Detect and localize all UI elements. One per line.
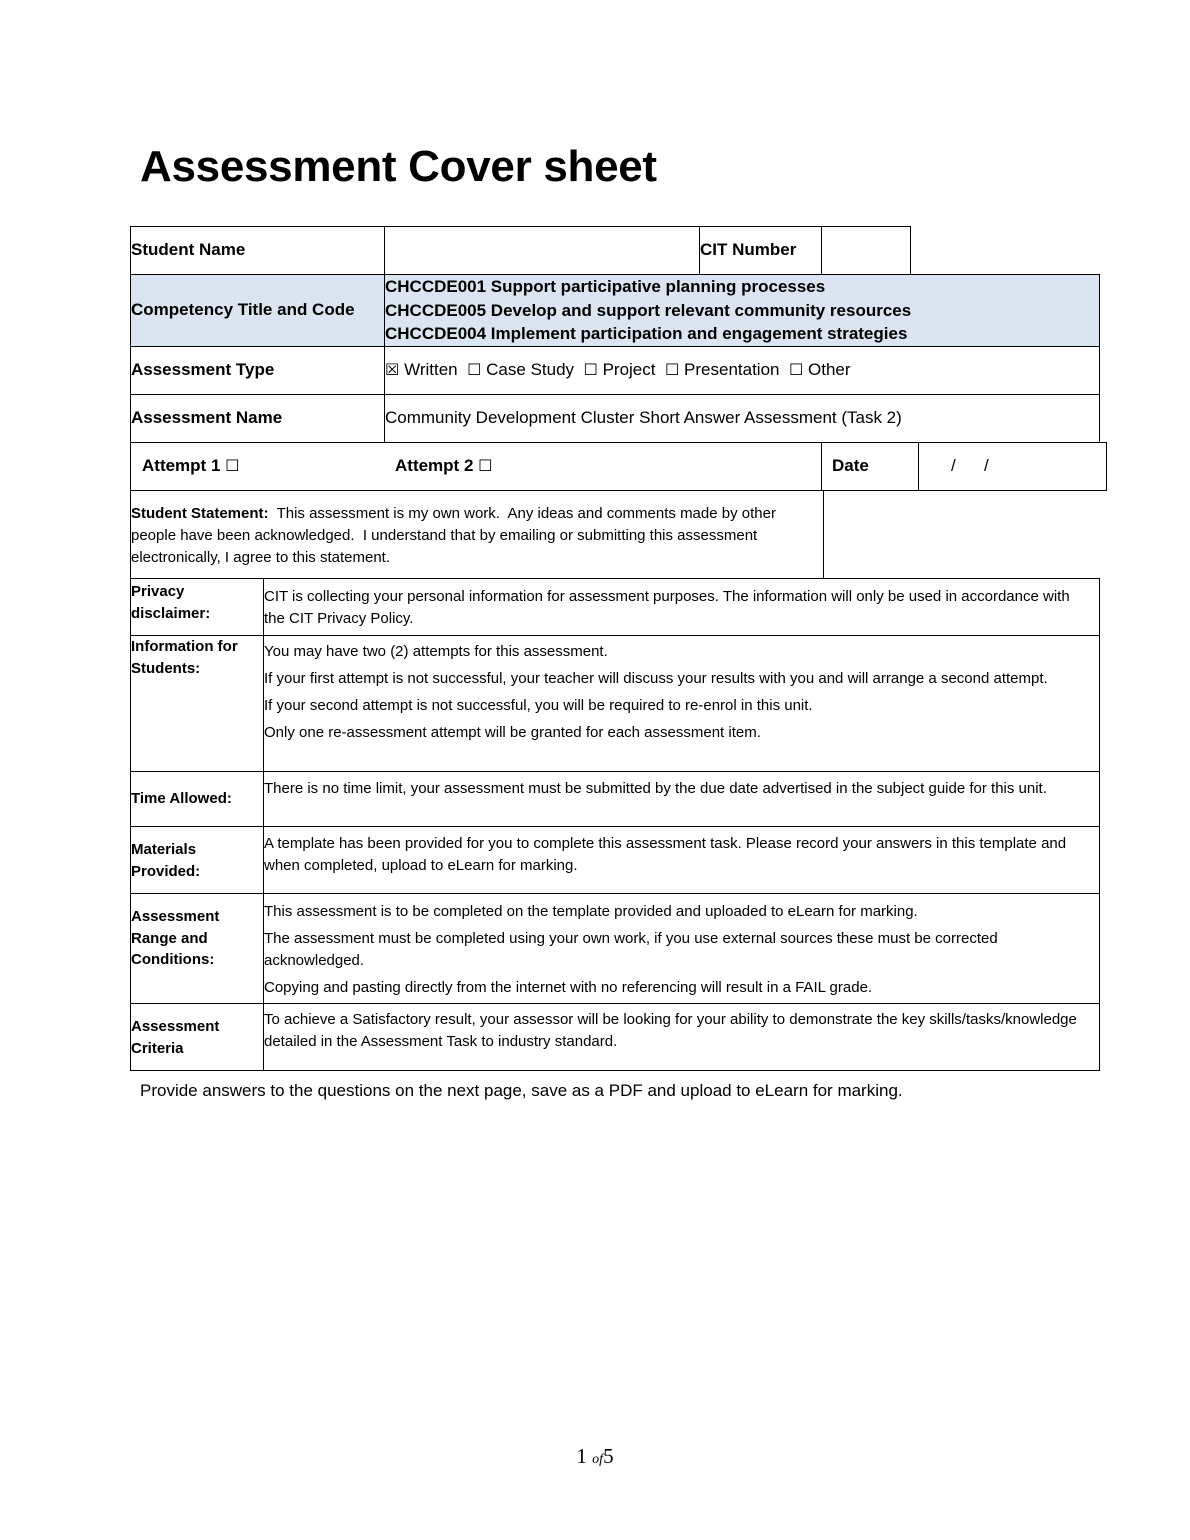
student-statement-text: This assessment is my own work. Any ideas and comments made by other people have been acknowledged. I understand that by emailing or submitting this assessment electronically, I agree to this statement. (131, 505, 781, 566)
time-allowed-label-cell (130, 771, 264, 827)
case-study-checkbox[interactable]: ☐ (467, 360, 482, 380)
info-paragraph: Only one re-assessment attempt will be granted for each assessment item. (264, 724, 761, 741)
student-name-label: Student Name (130, 226, 385, 275)
criteria-text-cell (263, 1003, 1100, 1071)
time-allowed-text: There is no time limit, your assessment must be submitted by the due date advertised in the subject guide for this unit. (264, 780, 1047, 797)
student-statement-label: Student Statement: (131, 505, 269, 522)
privacy-text: CIT is collecting your personal information for assessment purposes. The information will only be used in accordance with the CIT Privacy Policy. (264, 588, 1070, 627)
page-total: 5 (603, 1444, 614, 1468)
info-paragraph: If your first attempt is not successful, your teacher will discuss your results with you and will arrange a second attempt. (264, 670, 1048, 687)
attempt-1[interactable]: Attempt 1 ☐ (142, 456, 240, 476)
cit-number-label: CIT Number (699, 226, 822, 275)
time-allowed-label: Time Allowed: (131, 790, 232, 808)
page-of: of (592, 1452, 604, 1467)
assessment-type-options (384, 346, 1100, 395)
other-checkbox[interactable]: ☐ (788, 360, 804, 380)
assessment-name-label: Assessment Name (130, 394, 385, 443)
materials-text-cell (263, 826, 1100, 894)
privacy-text-cell (263, 578, 1100, 636)
competency-line: CHCCDE001 Support participative planning processes (385, 277, 826, 297)
footer-instruction: Provide answers to the questions on the next page, save as a PDF and upload to eLearn for marking. (140, 1081, 903, 1100)
student-statement (130, 490, 824, 579)
presentation-checkbox[interactable]: ☐ (664, 360, 680, 380)
attempt-2-checkbox[interactable]: ☐ (478, 456, 493, 476)
date-field[interactable]: / / (918, 442, 1107, 491)
range-paragraph: This assessment is to be completed on the template provided and uploaded to eLearn for marking. (264, 903, 918, 920)
materials-label-cell (130, 826, 264, 894)
option-project[interactable]: ☐ Project (583, 360, 656, 380)
range-paragraph: Copying and pasting directly from the internet with no referencing will result in a FAIL grade. (264, 978, 873, 996)
info-paragraph: You may have two (2) attempts for this assessment. (264, 643, 608, 660)
criteria-label-cell (130, 1003, 264, 1071)
time-allowed-text-cell (263, 771, 1100, 827)
assessment-name-value: Community Development Cluster Short Answer Assessment (Task 2) (384, 394, 1100, 443)
competency-line: CHCCDE005 Develop and support relevant community resources (385, 300, 912, 320)
project-checkbox[interactable]: ☐ (583, 360, 598, 380)
student-name-field[interactable] (384, 226, 700, 275)
range-paragraph: The assessment must be completed using your own work, if you use external sources these must be corrected acknowledged. (264, 930, 998, 969)
criteria-label: Assessment Criteria (131, 1018, 220, 1057)
date-label: Date (821, 442, 919, 491)
materials-label: Materials Provided: (131, 841, 201, 880)
option-other[interactable]: ☐ Other (788, 360, 851, 380)
page-current: 1 (576, 1444, 587, 1468)
criteria-text: To achieve a Satisfactory result, your assessor will be looking for your ability to demonstrate the key skills/tasks/knowledge detailed in the Assessment Task to industry standard. (264, 1011, 1077, 1050)
written-checkbox[interactable]: ☒ (385, 360, 400, 380)
info-students-label: Information for Students: (131, 638, 238, 677)
materials-text: A template has been provided for you to complete this assessment task. Please record your answers in this template and when completed, upload to eLearn for marking. (264, 835, 1067, 874)
attempt-1-checkbox[interactable]: ☐ (225, 456, 240, 476)
info-students-label-cell (130, 635, 264, 772)
page-title: Assessment Cover sheet (140, 142, 657, 191)
range-conditions-label: Assessment Range and Conditions: (131, 908, 220, 968)
option-written[interactable]: ☒ Written (385, 360, 458, 380)
competency-codes (384, 274, 1100, 347)
attempts-cell (130, 442, 822, 491)
range-conditions-text-cell (263, 893, 1100, 1004)
info-paragraph: If your second attempt is not successful, you will be required to re-enrol in this unit. (264, 697, 813, 714)
info-students-text-cell (263, 635, 1100, 772)
option-presentation[interactable]: ☐ Presentation (664, 360, 780, 380)
cit-number-field[interactable] (821, 226, 911, 275)
range-conditions-label-cell (130, 893, 264, 1004)
competency-line: CHCCDE004 Implement participation and engagement strategies (385, 324, 908, 344)
privacy-label: Privacy disclaimer: (131, 583, 211, 622)
privacy-label-cell (130, 578, 264, 636)
page-number (0, 1444, 1190, 1469)
assessment-type-label: Assessment Type (130, 346, 385, 395)
competency-label: Competency Title and Code (130, 274, 385, 347)
attempt-2[interactable]: Attempt 2 ☐ (395, 456, 493, 476)
option-case-study[interactable]: ☐ Case Study (467, 360, 575, 380)
